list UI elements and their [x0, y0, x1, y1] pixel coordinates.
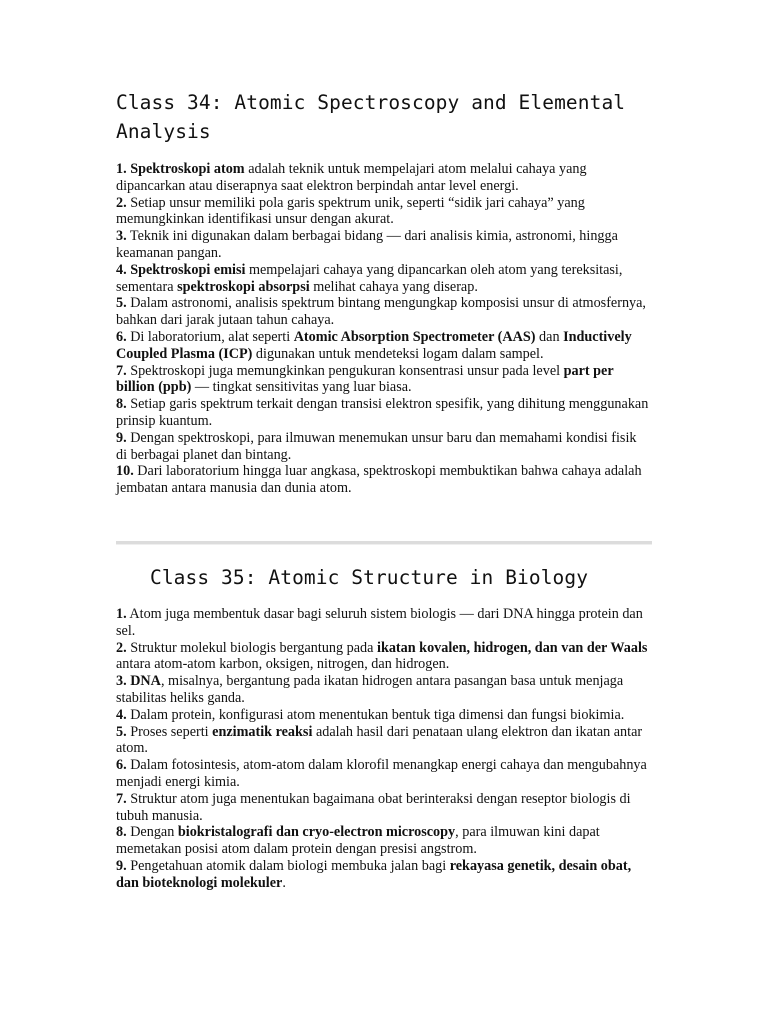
- list-item: 1. Spektroskopi atom adalah teknik untuk mempelajari atom melalui cahaya yang dipancarkan atau diserapnya saat elektron berpindah antar level energi.: [116, 161, 587, 194]
- list-item: 3. DNA, misalnya, bergantung pada ikatan hidrogen antara pasangan basa untuk menjaga stabilitas heliks ganda.: [116, 673, 624, 706]
- list-item: 8. Setiap garis spektrum terkait dengan transisi elektron spesifik, yang dihitung menggunakan prinsip kuantum.: [116, 396, 649, 429]
- list-item: 3. Teknik ini digunakan dalam berbagai bidang — dari analisis kimia, astronomi, hingga keamanan pangan.: [116, 228, 618, 261]
- section-divider: [116, 541, 652, 545]
- list-item: 6. Di laboratorium, alat seperti Atomic Absorption Spectrometer (AAS) dan Inductively Coupled Plasma (ICP) digunakan untuk mendeteksi logam dalam sampel.: [116, 328, 632, 362]
- list-item: 1. Atom juga membentuk dasar bagi seluruh sistem biologis — dari DNA hingga protein dan sel.: [116, 606, 643, 639]
- list-item: 8. Dengan biokristalografi dan cryo-electron microscopy, para ilmuwan kini dapat memetakan posisi atom dalam protein dengan presisi angstrom.: [116, 824, 600, 858]
- list-item: 2. Setiap unsur memiliki pola garis spektrum unik, seperti “sidik jari cahaya” yang memungkinkan identifikasi unsur dengan akurat.: [116, 194, 585, 228]
- list-item: 6. Dalam fotosintesis, atom-atom dalam klorofil menangkap energi cahaya dan mengubahnya menjadi energi kimia.: [116, 757, 647, 790]
- list-item: 9. Pengetahuan atomik dalam biologi membuka jalan bagi rekayasa genetik, desain obat, dan bioteknologi molekuler.: [116, 857, 632, 891]
- list-item: 9. Dengan spektroskopi, para ilmuwan menemukan unsur baru dan memahami kondisi fisik di berbagai planet dan bintang.: [116, 429, 637, 463]
- list-item: 4. Dalam protein, konfigurasi atom menentukan bentuk tiga dimensi dan fungsi biokimia.: [116, 706, 625, 723]
- list-item: 10. Dari laboratorium hingga luar angkasa, spektroskopi membuktikan bahwa cahaya adalah jembatan antara manusia dan dunia atom.: [116, 463, 642, 497]
- list-item: 7. Struktur atom juga menentukan bagaimana obat berinteraksi dengan reseptor biologis di tubuh manusia.: [116, 790, 631, 824]
- section-title-class-34: Class 34: Atomic Spectroscopy and Elemental Analysis: [116, 91, 626, 143]
- numbered-list-class-35: [116, 606, 650, 892]
- list-item: 5. Proses seperti enzimatik reaksi adalah hasil dari penataan ulang elektron dan ikatan antar atom.: [116, 723, 643, 757]
- numbered-list-class-34: [116, 161, 650, 497]
- list-item: 2. Struktur molekul biologis bergantung pada ikatan kovalen, hidrogen, dan van der Waals antara atom-atom karbon, oksigen, nitrogen, dan hidrogen.: [116, 639, 648, 673]
- list-item: 7. Spektroskopi juga memungkinkan pengukuran konsentrasi unsur pada level part per billion (ppb) — tingkat sensitivitas yang luar biasa.: [116, 362, 614, 396]
- section-title-class-35: Class 35: Atomic Structure in Biology: [150, 566, 589, 589]
- list-item: 4. Spektroskopi emisi mempelajari cahaya yang dipancarkan oleh atom yang tereksitasi, sementara spektroskopi absorpsi melihat cahaya yang diserap.: [116, 261, 623, 295]
- list-item: 5. Dalam astronomi, analisis spektrum bintang mengungkap komposisi unsur di atmosfernya, bahkan dari jarak jutaan tahun cahaya.: [116, 295, 646, 329]
